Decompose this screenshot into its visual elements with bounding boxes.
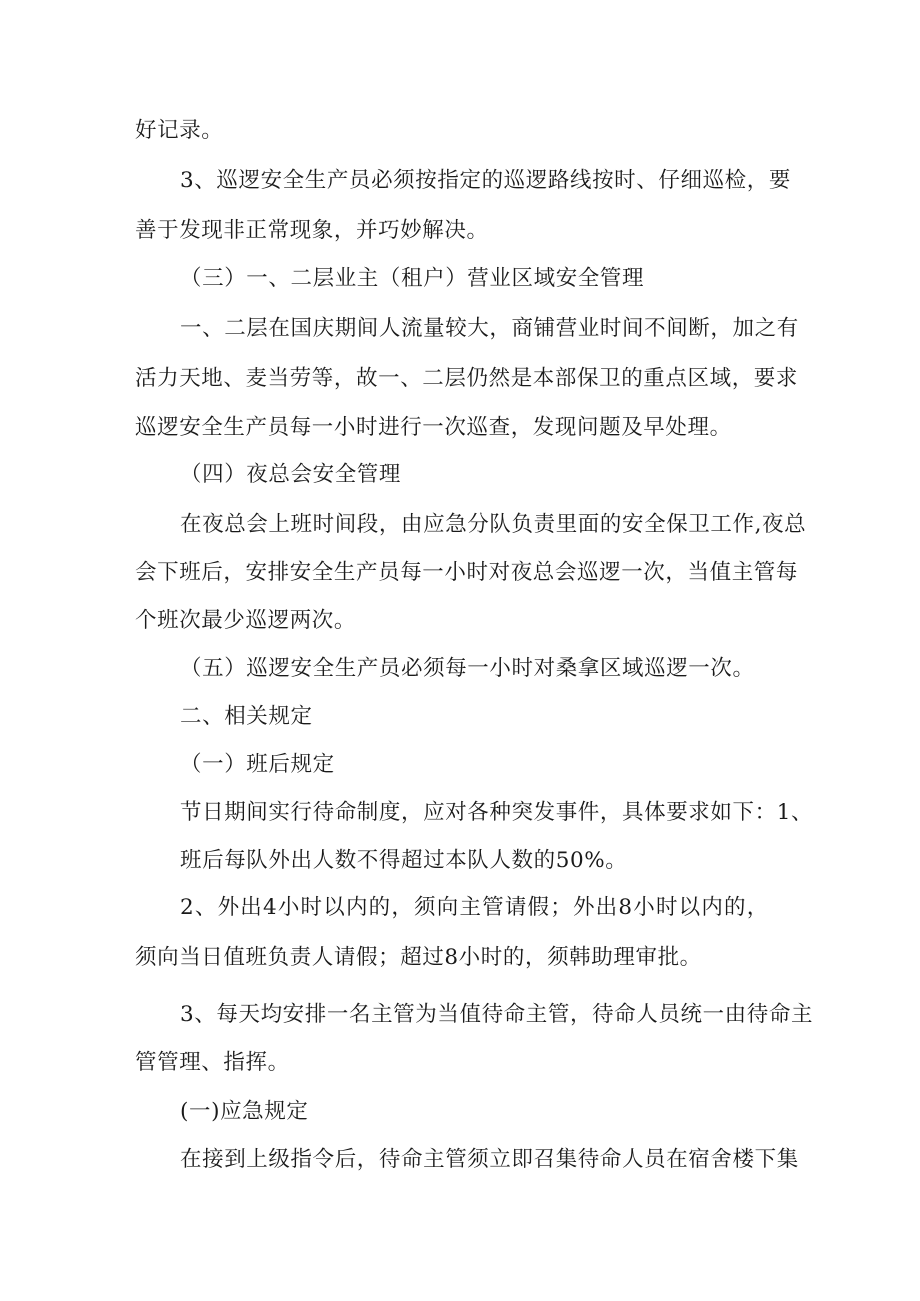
text-line: 2、外出4小时以内的，须向主管请假；外出8小时以内的， (180, 895, 770, 920)
text-line: 善于发现非正常现象，并巧妙解决。 (135, 218, 489, 243)
text-line: 节日期间实行待命制度，应对各种突发事件，具体要求如下：1、 (180, 800, 814, 825)
section-heading: （三）一、二层业主（租户）营业区域安全管理 (180, 266, 645, 291)
text-line: 在夜总会上班时间段，由应急分队负责里面的安全保卫工作,夜总 (180, 512, 807, 537)
text-line: 会下班后，安排安全生产员每一小时对夜总会巡逻一次，当值主管每 (135, 560, 799, 585)
text-line: 个班次最少巡逻两次。 (135, 608, 357, 633)
text-line: 活力天地、麦当劳等，故一、二层仍然是本部保卫的重点区域，要求 (135, 366, 799, 391)
text-line: 巡逻安全生产员每一小时进行一次巡查，发现问题及早处理。 (135, 415, 732, 440)
text-line: 一、二层在国庆期间人流量较大，商铺营业时间不间断，加之有 (180, 316, 799, 341)
section-heading: （五）巡逻安全生产员必须每一小时对桑拿区域巡逻一次。 (180, 656, 755, 681)
text-line: 管管理、指挥。 (135, 1050, 290, 1075)
section-heading: (一)应急规定 (180, 1099, 309, 1124)
text-line: 3、巡逻安全生产员必须按指定的巡逻路线按时、仔细巡检，要 (180, 168, 791, 193)
section-heading: 二、相关规定 (180, 704, 313, 729)
text-line: 3、每天均安排一名主管为当值待命主管，待命人员统一由待命主 (180, 1002, 814, 1027)
text-line: 好记录。 (135, 118, 224, 143)
text-line: 须向当日值班负责人请假；超过8小时的，须韩助理审批。 (135, 945, 702, 970)
text-line: 在接到上级指令后，待命主管须立即召集待命人员在宿舍楼下集 (180, 1147, 799, 1172)
section-heading: （四）夜总会安全管理 (180, 462, 402, 487)
text-line: 班后每队外出人数不得超过本队人数的50%。 (180, 848, 628, 873)
section-heading: （一）班后规定 (180, 752, 335, 777)
